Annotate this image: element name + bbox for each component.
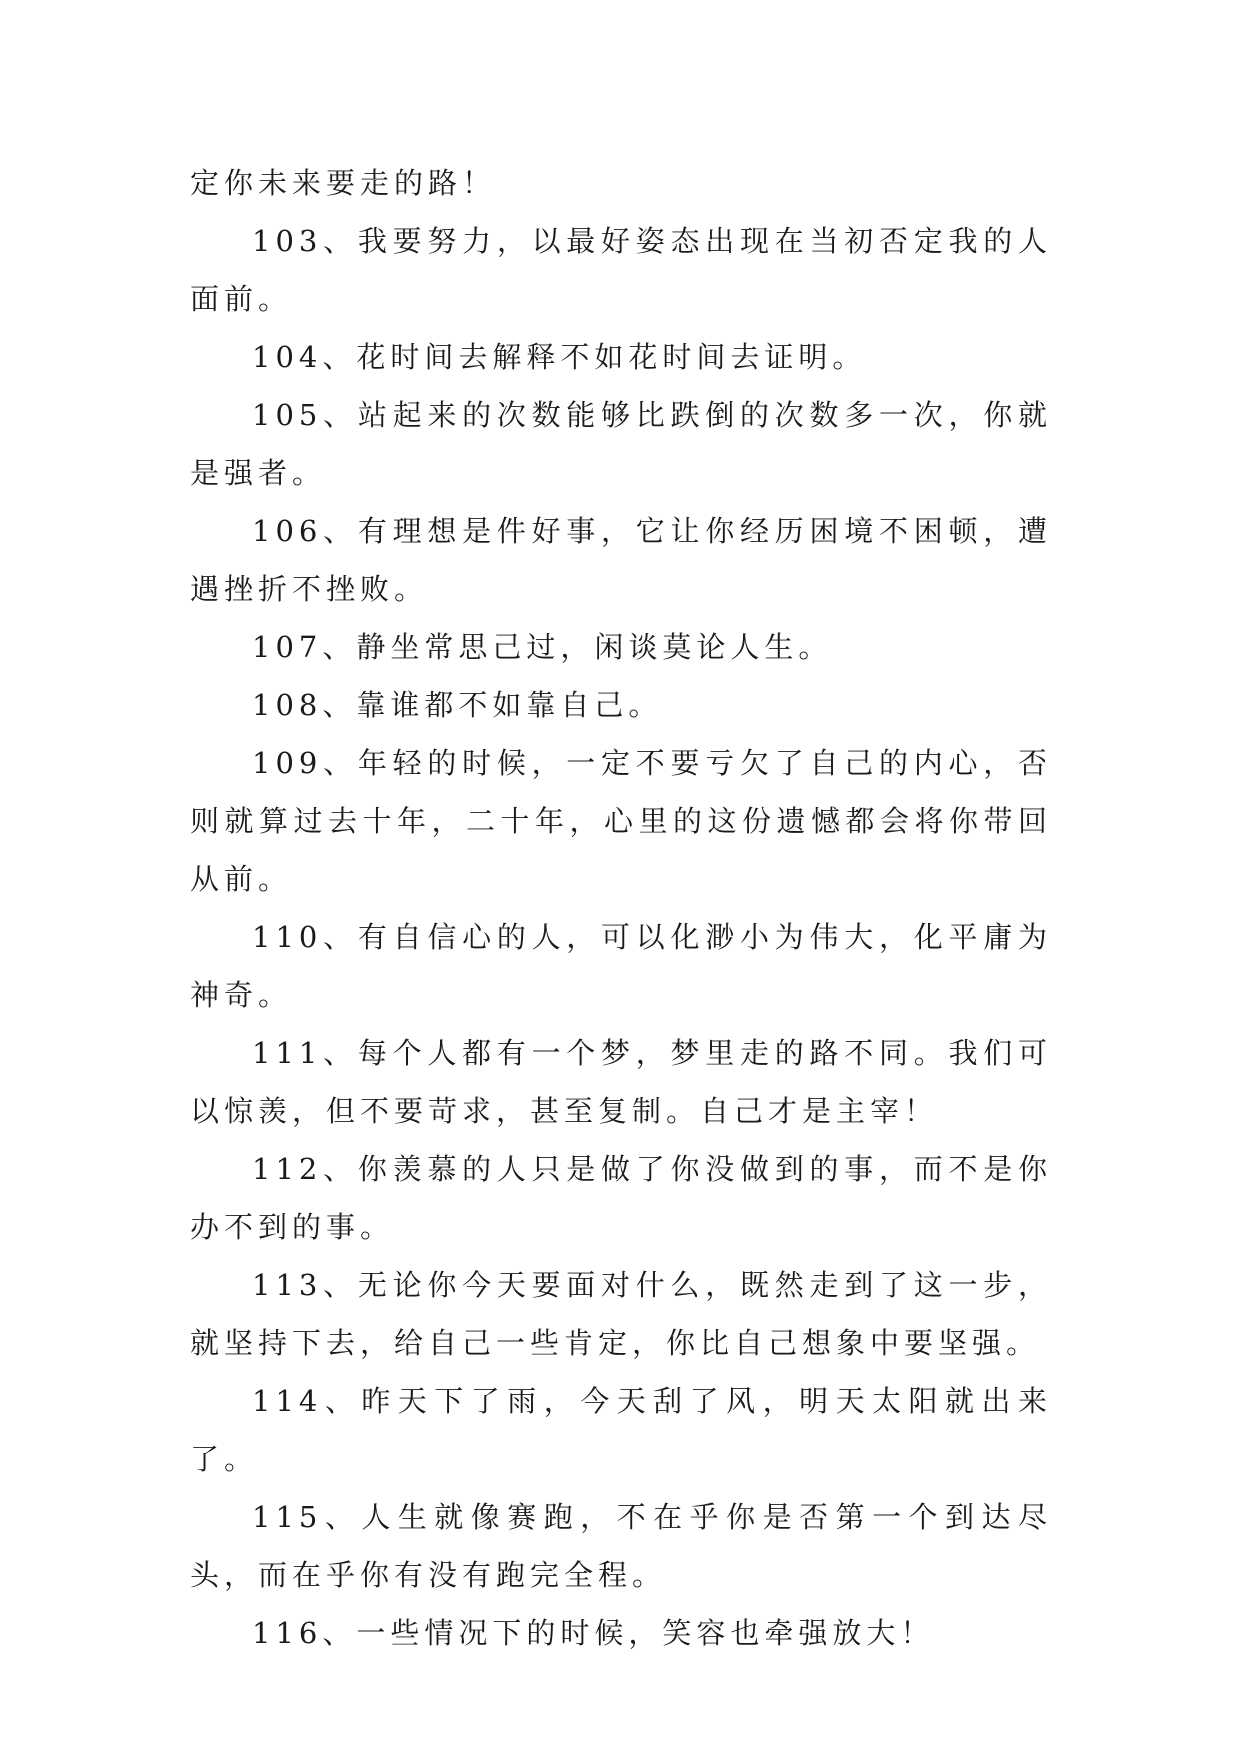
document-body [190, 154, 1052, 1662]
paragraph-103: 103、我要努力，以最好姿态出现在当初否定我的人面前。 [190, 224, 1052, 316]
paragraph-105: 105、站起来的次数能够比跌倒的次数多一次，你就是强者。 [190, 398, 1052, 490]
paragraph-104: 104、花时间去解释不如花时间去证明。 [252, 340, 867, 374]
paragraph-112: 112、你羡慕的人只是做了你没做到的事，而不是你办不到的事。 [190, 1152, 1052, 1244]
paragraph-113: 113、无论你今天要面对什么，既然走到了这一步，就坚持下去，给自己一些肯定，你比自己想象中要坚强。 [190, 1268, 1052, 1360]
paragraph-111: 111、每个人都有一个梦，梦里走的路不同。我们可以惊羡，但不要苛求，甚至复制。自己才是主宰！ [190, 1036, 1052, 1128]
paragraph-109: 109、年轻的时候，一定不要亏欠了自己的内心，否则就算过去十年，二十年，心里的这份遗憾都会将你带回从前。 [190, 746, 1052, 896]
paragraph-107: 107、静坐常思己过，闲谈莫论人生。 [252, 630, 833, 664]
paragraph-115: 115、人生就像赛跑，不在乎你是否第一个到达尽头，而在乎你有没有跑完全程。 [190, 1500, 1052, 1592]
paragraph-110: 110、有自信心的人，可以化渺小为伟大，化平庸为神奇。 [190, 920, 1052, 1012]
paragraph-108: 108、靠谁都不如靠自己。 [252, 688, 663, 722]
paragraph-114: 114、昨天下了雨，今天刮了风，明天太阳就出来了。 [190, 1384, 1052, 1476]
paragraph-116: 116、一些情况下的时候，笑容也牵强放大！ [252, 1616, 935, 1650]
paragraph-continuation: 定你未来要走的路！ [190, 166, 497, 200]
paragraph-106: 106、有理想是件好事，它让你经历困境不困顿，遭遇挫折不挫败。 [190, 514, 1052, 606]
